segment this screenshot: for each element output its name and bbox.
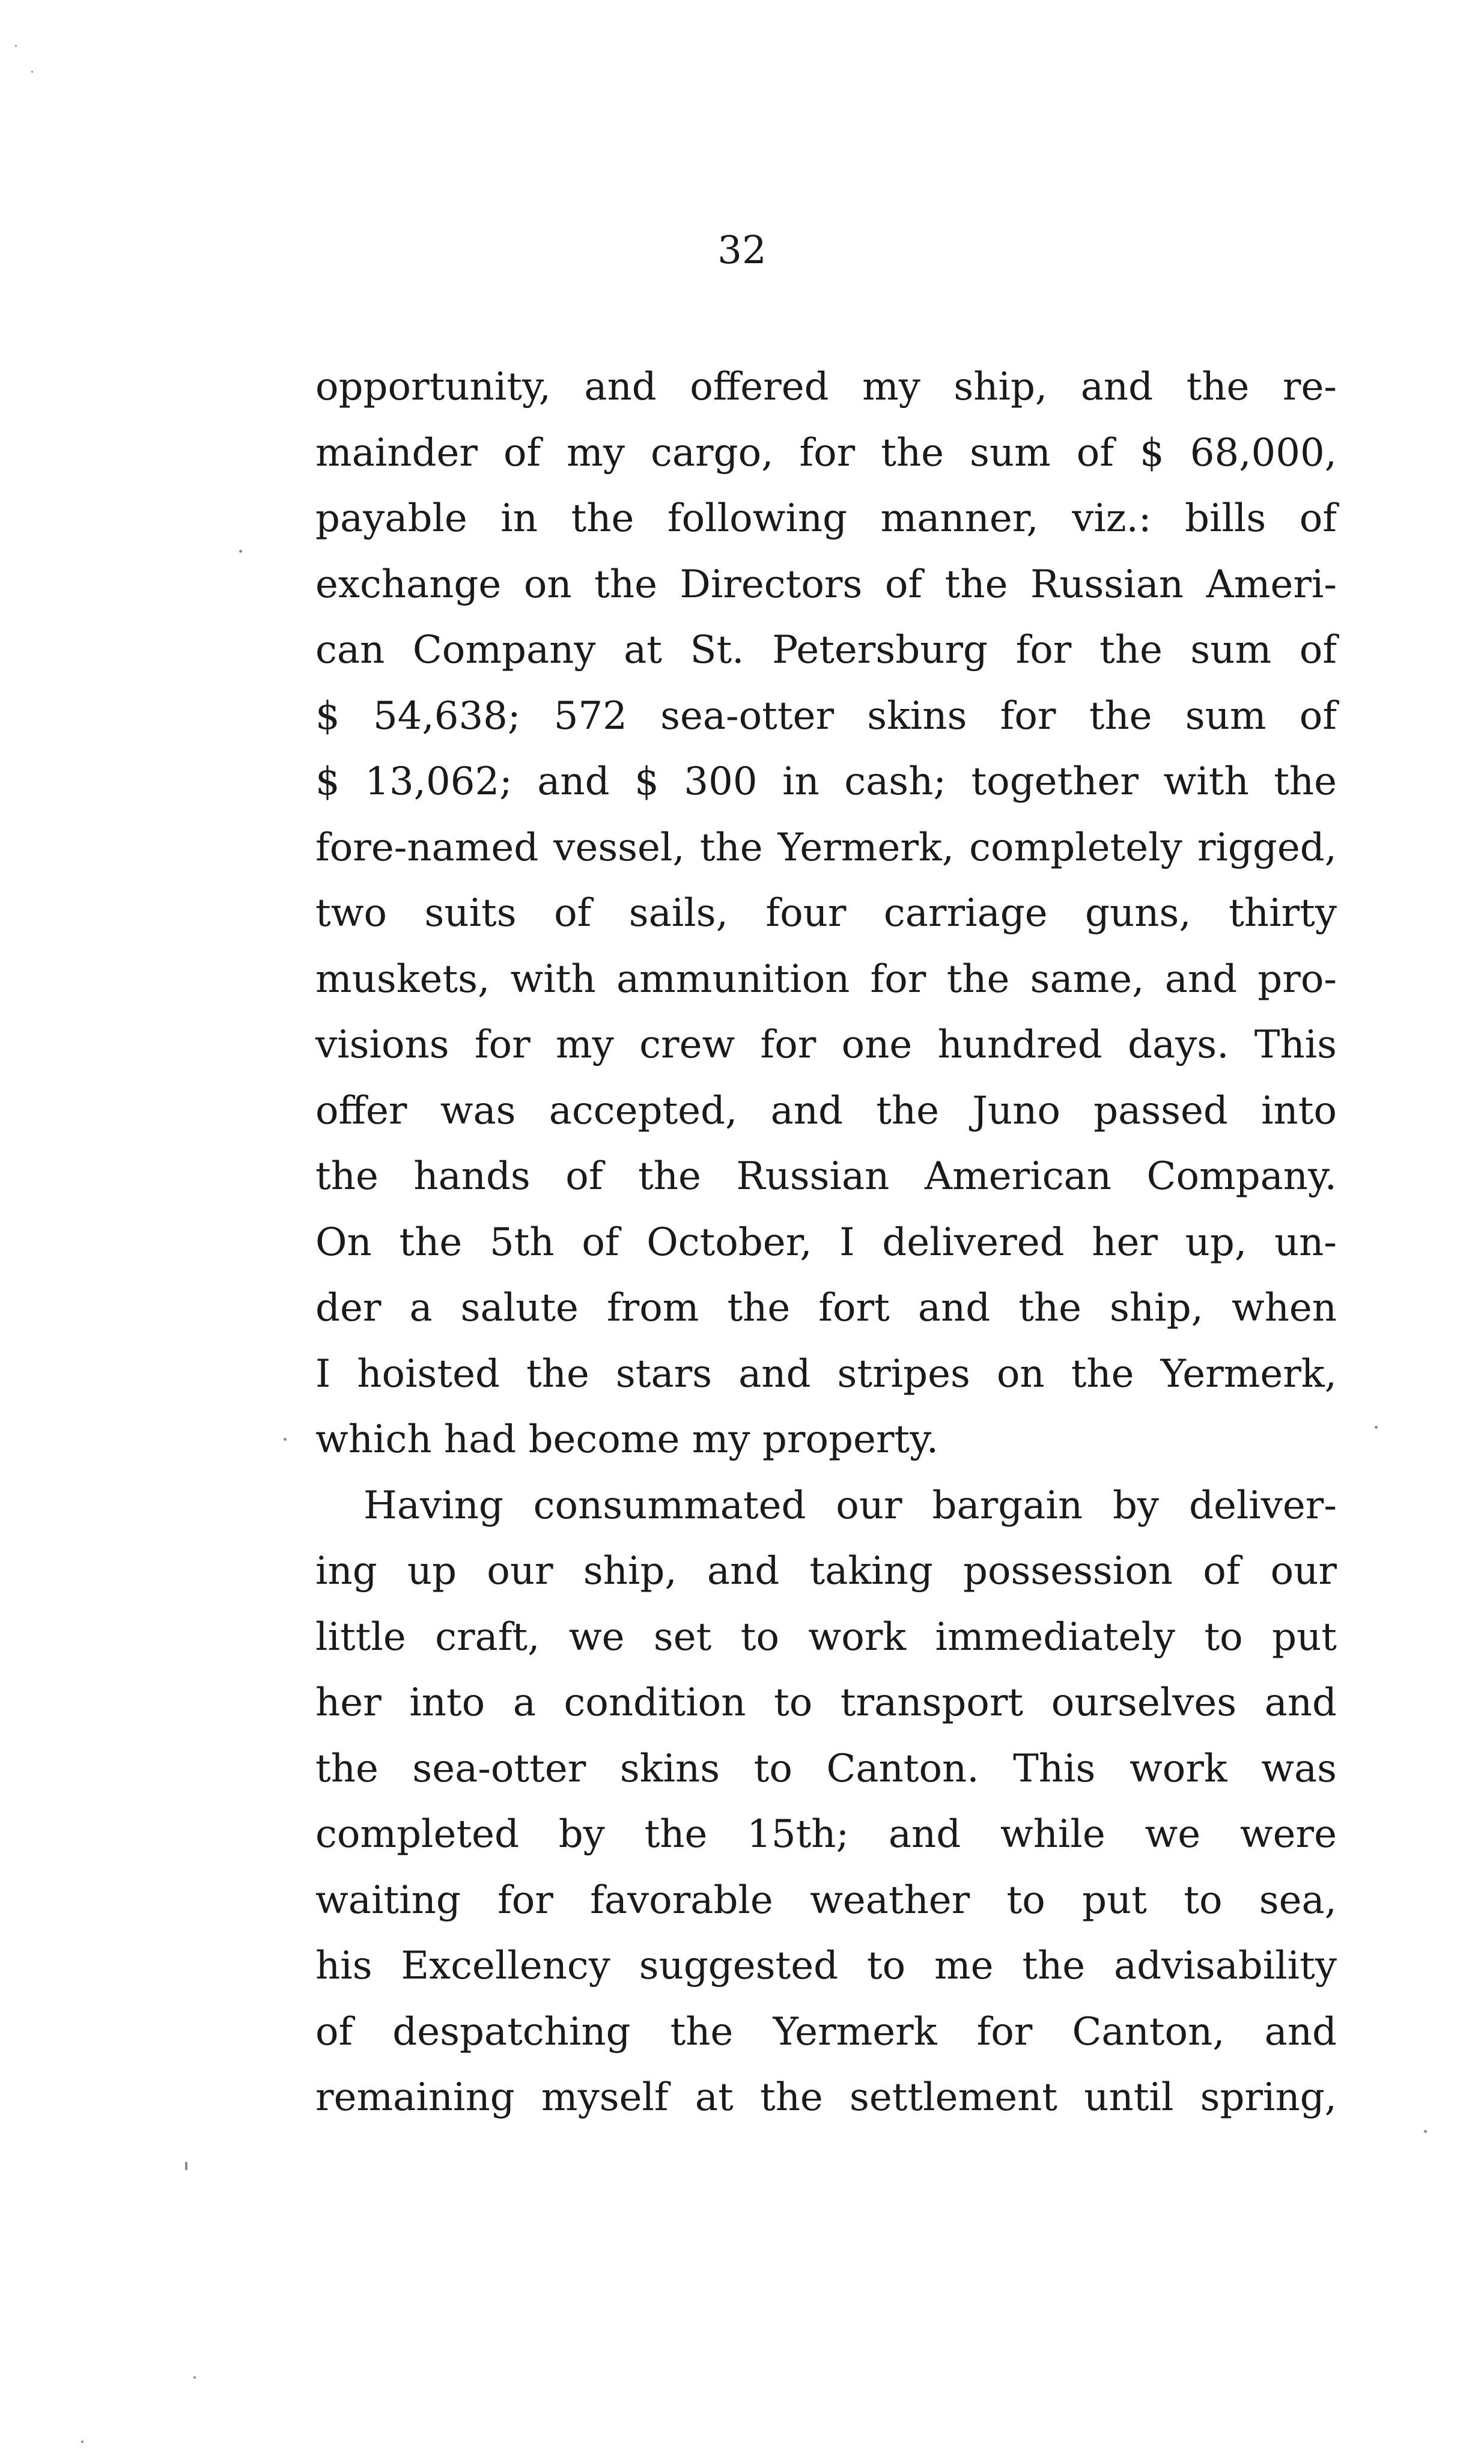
text-line: which had become my property. (315, 1417, 939, 1462)
scan-speck (15, 45, 17, 47)
scan-speck (1375, 1426, 1378, 1429)
text-line: muskets, with ammunition for the same, and pro- (315, 957, 1337, 1002)
text-line: $ 54,638; 572 sea-otter skins for the sum of (315, 693, 1337, 738)
text-line: waiting for favorable weather to put to sea, (315, 1878, 1337, 1923)
scan-speck (193, 2376, 196, 2379)
scan-speck (1424, 2130, 1427, 2133)
text-line: visions for my crew for one hundred days. This (315, 1023, 1337, 1067)
text-line: On the 5th of October, I delivered her up, un- (315, 1220, 1337, 1265)
text-line: the hands of the Russian American Company. (315, 1154, 1337, 1199)
paragraph (315, 354, 1337, 1473)
text-line: offer was accepted, and the Juno passed into (315, 1088, 1337, 1133)
paragraph (315, 1473, 1337, 2131)
text-line: remaining myself at the settlement until spring, (315, 2075, 1337, 2120)
text-line: ing up our ship, and taking possession of our (315, 1549, 1337, 1593)
text-line: der a salute from the fort and the ship, when (315, 1286, 1337, 1330)
scan-speck (185, 2162, 187, 2170)
text-line: little craft, we set to work immediately to put (315, 1614, 1337, 1659)
text-line: can Company at St. Petersburg for the sum of (315, 628, 1337, 672)
scan-speck (31, 71, 33, 73)
text-line: fore-named vessel, the Yermerk, completely rigged, (315, 825, 1337, 870)
text-line: I hoisted the stars and stripes on the Yermerk, (315, 1351, 1337, 1396)
text-line: opportunity, and offered my ship, and the re- (315, 365, 1337, 409)
scan-speck (81, 2441, 84, 2443)
scan-speck (239, 550, 242, 553)
text-line: two suits of sails, four carriage guns, thirty (315, 891, 1337, 935)
text-line: her into a condition to transport ourselves and (315, 1681, 1337, 1725)
text-line: payable in the following manner, viz.: bills of (315, 496, 1337, 541)
body-text (315, 354, 1337, 2131)
scan-speck (284, 1438, 287, 1441)
text-line: $ 13,062; and $ 300 in cash; together with the (315, 759, 1337, 804)
text-line: the sea-otter skins to Canton. This work was (315, 1746, 1337, 1791)
text-line: exchange on the Directors of the Russian Ameri- (315, 562, 1337, 607)
text-line: of despatching the Yermerk for Canton, and (315, 2009, 1337, 2054)
page-number: 32 (717, 228, 767, 273)
text-line: completed by the 15th; and while we were (315, 1812, 1337, 1857)
text-line: Having consummated our bargain by deliver- (363, 1483, 1337, 1528)
text-line: his Excellency suggested to me the advisability (315, 1944, 1337, 1988)
text-line: mainder of my cargo, for the sum of $ 68,000, (315, 430, 1337, 475)
